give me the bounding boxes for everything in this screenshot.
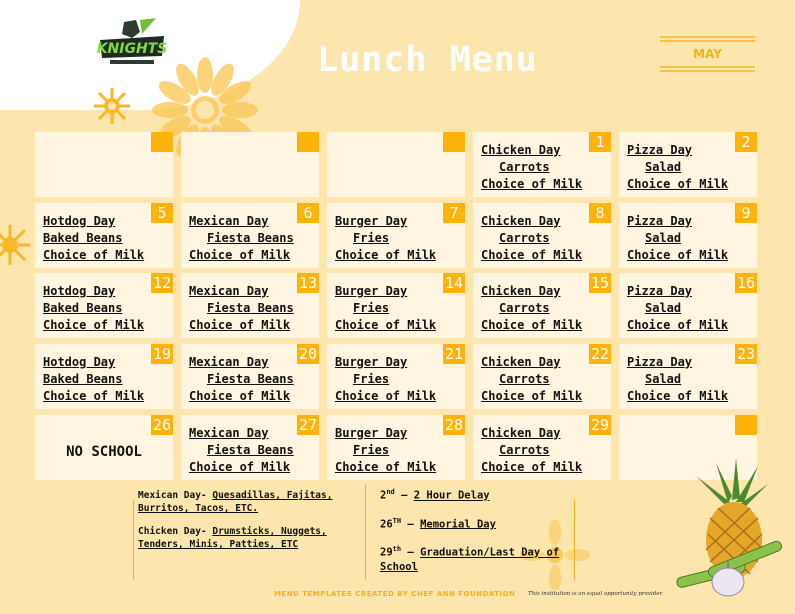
meal-theme: Pizza Day: [627, 214, 693, 228]
menu-item: Choice of Milk: [189, 389, 291, 403]
page-title: Lunch Menu: [317, 40, 538, 80]
menu-item: Fiesta Beans: [207, 301, 294, 315]
day-number-badge: 22: [590, 345, 610, 363]
meal-theme: Hotdog Day: [43, 214, 116, 228]
day-number-badge: 6: [297, 203, 319, 223]
day-number-badge: 14: [444, 274, 464, 292]
menu-item: Carrots: [499, 301, 550, 315]
calendar-day-cell: [473, 273, 611, 338]
menu-item: Choice of Milk: [627, 177, 729, 191]
month-banner: [660, 36, 755, 72]
menu-item: Salad: [645, 160, 682, 174]
menu-item: Choice of Milk: [627, 389, 729, 403]
menu-item: Salad: [645, 231, 682, 245]
day-number-badge: 5: [151, 203, 173, 223]
day-number-badge: [443, 132, 465, 152]
day-number-badge: [735, 415, 757, 435]
calendar-day-cell: [181, 203, 319, 268]
meal-theme: Pizza Day: [627, 284, 693, 298]
menu-item: Fries: [353, 372, 390, 386]
menu-item: Choice of Milk: [335, 248, 437, 262]
meal-theme: Burger Day: [335, 426, 408, 440]
day-number-badge: 27: [298, 416, 318, 434]
meal-theme: Chicken Day: [481, 214, 561, 228]
chicken-day-note: Chicken Day- Drumsticks, Nuggets, Tenders, Minis, Patties, ETC: [138, 526, 327, 550]
menu-item: Choice of Milk: [43, 248, 145, 262]
meal-theme: Chicken Day: [481, 284, 561, 298]
calendar-day-cell: [619, 203, 757, 268]
meal-theme: Chicken Day: [481, 355, 561, 369]
menu-item: Choice of Milk: [335, 318, 437, 332]
meal-theme: Chicken Day: [481, 426, 561, 440]
menu-item: Baked Beans: [43, 301, 123, 315]
menu-item: Baked Beans: [43, 231, 123, 245]
day-number-badge: 26: [152, 416, 172, 434]
menu-item: Choice of Milk: [43, 318, 145, 332]
calendar-day-cell: [327, 415, 465, 480]
menu-item: Fries: [353, 231, 390, 245]
menu-item: Choice of Milk: [189, 460, 291, 474]
menu-item: Fries: [353, 301, 390, 315]
menu-item: Choice of Milk: [481, 318, 583, 332]
svg-text:KNIGHTS: KNIGHTS: [96, 41, 168, 57]
meal-theme: Pizza Day: [627, 143, 693, 157]
meal-theme: Mexican Day: [189, 426, 269, 440]
day-number-badge: 9: [735, 203, 757, 223]
meal-theme: Chicken Day: [481, 143, 561, 157]
calendar-day-cell: [35, 273, 173, 338]
menu-item: Choice of Milk: [335, 389, 437, 403]
menu-item: Carrots: [499, 372, 550, 386]
menu-item: Carrots: [499, 160, 550, 174]
day-number-badge: 2: [735, 132, 757, 152]
calendar-day-cell: [181, 273, 319, 338]
mexican-day-note: Mexican Day- Quesadillas, Fajitas, Burritos, Tacos, ETC.: [138, 490, 333, 514]
calendar-day-cell: [35, 132, 173, 197]
menu-item: Choice of Milk: [481, 248, 583, 262]
menu-item: Fiesta Beans: [207, 372, 294, 386]
month-label: MAY: [693, 47, 722, 61]
day-number-badge: 7: [443, 203, 465, 223]
day-number-badge: 19: [152, 345, 172, 363]
menu-item: Salad: [645, 301, 682, 315]
calendar-day-cell: [619, 132, 757, 197]
divider-left: [133, 500, 134, 580]
menu-item: Carrots: [499, 443, 550, 457]
calendar-day-cell: [473, 132, 611, 197]
menu-item: Choice of Milk: [43, 389, 145, 403]
calendar-day-cell: [35, 203, 173, 268]
menu-item: Choice of Milk: [627, 248, 729, 262]
day-number-badge: 20: [298, 345, 318, 363]
no-school-label: NO SCHOOL: [66, 444, 142, 460]
menu-item: Fiesta Beans: [207, 231, 294, 245]
menu-item: Fiesta Beans: [207, 443, 294, 457]
footer-credit: MENU TEMPLATES CREATED BY CHEF ANN FOUNDATION: [274, 590, 516, 598]
meal-theme: Hotdog Day: [43, 284, 116, 298]
pineapple-illustration-icon: [676, 458, 786, 603]
meal-theme: Mexican Day: [189, 355, 269, 369]
calendar-day-cell: [619, 273, 757, 338]
menu-item: Salad: [645, 372, 682, 386]
day-number-badge: [297, 132, 319, 152]
calendar-day-cell: [619, 344, 757, 409]
note-graduation: 29th – Graduation/Last Day of School: [380, 545, 560, 573]
day-number-badge: [151, 132, 173, 152]
menu-item: Choice of Milk: [189, 248, 291, 262]
flower-decoration-icon: [0, 220, 40, 270]
day-number-badge: 15: [590, 274, 610, 292]
calendar-day-cell: [35, 415, 173, 480]
calendar-day-cell: [473, 415, 611, 480]
calendar-day-cell: [327, 273, 465, 338]
menu-item: Carrots: [499, 231, 550, 245]
day-number-badge: 8: [589, 203, 611, 223]
menu-item: Choice of Milk: [481, 460, 583, 474]
flower-decoration-icon: [92, 86, 132, 126]
menu-notes: [138, 489, 368, 561]
menu-item: Choice of Milk: [335, 460, 437, 474]
menu-item: Choice of Milk: [189, 318, 291, 332]
day-number-badge: 23: [736, 345, 756, 363]
menu-item: Fries: [353, 443, 390, 457]
day-number-badge: 28: [444, 416, 464, 434]
divider-mid: [365, 484, 366, 579]
menu-item: Choice of Milk: [627, 318, 729, 332]
meal-theme: Burger Day: [335, 214, 408, 228]
day-number-badge: 29: [590, 416, 610, 434]
menu-item: Baked Beans: [43, 372, 123, 386]
note-2-hour-delay: 2nd – 2 Hour Delay: [380, 488, 490, 502]
calendar-day-cell: [181, 132, 319, 197]
day-number-badge: 21: [444, 345, 464, 363]
calendar-day-cell: [181, 415, 319, 480]
calendar-day-cell: [473, 344, 611, 409]
meal-theme: Mexican Day: [189, 284, 269, 298]
calendar-day-cell: [327, 132, 465, 197]
day-number-badge: 1: [589, 132, 611, 152]
meal-theme: Burger Day: [335, 284, 408, 298]
menu-item: Choice of Milk: [481, 177, 583, 191]
meal-theme: Pizza Day: [627, 355, 693, 369]
meal-theme: Burger Day: [335, 355, 408, 369]
calendar-day-cell: [473, 203, 611, 268]
menu-item: Choice of Milk: [481, 389, 583, 403]
day-number-badge: 12: [152, 274, 172, 292]
meal-theme: Mexican Day: [189, 214, 269, 228]
meal-theme: Hotdog Day: [43, 355, 116, 369]
note-memorial-day: 26TH – Memorial Day: [380, 516, 496, 530]
calendar-day-cell: [327, 344, 465, 409]
calendar-day-cell: [181, 344, 319, 409]
day-number-badge: 16: [736, 274, 756, 292]
calendar-day-cell: [35, 344, 173, 409]
day-number-badge: 13: [298, 274, 318, 292]
footer-disclaimer: This institution is an equal opportunity provider.: [528, 591, 664, 597]
calendar-day-cell: [327, 203, 465, 268]
calendar-notes: [380, 485, 590, 585]
